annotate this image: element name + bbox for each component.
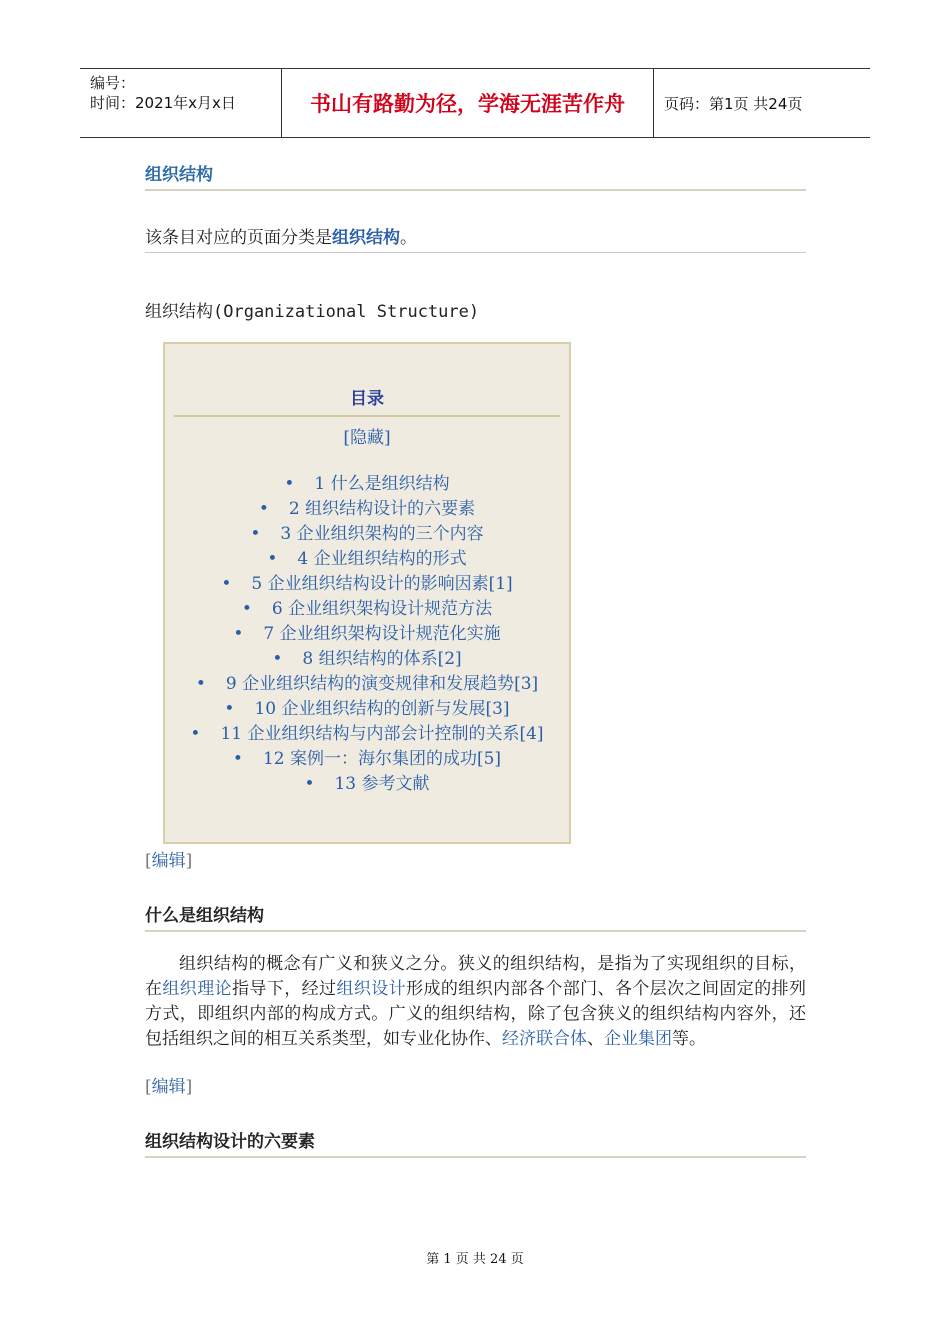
bullet-icon: • xyxy=(224,699,235,719)
toc-item[interactable] xyxy=(165,547,569,572)
bullet-icon: • xyxy=(284,474,295,494)
toc-item-label: 7 企业组织架构设计规范化实施 xyxy=(263,624,501,644)
toc-item[interactable] xyxy=(165,622,569,647)
edit-link[interactable] xyxy=(145,846,806,871)
bullet-icon: • xyxy=(267,549,278,569)
paragraph-text: 、 xyxy=(587,1029,604,1049)
toc-item[interactable] xyxy=(187,722,547,747)
bullet-icon: • xyxy=(195,674,206,694)
link-organization-design[interactable]: 组织设计 xyxy=(336,979,407,999)
bullet-icon: • xyxy=(250,524,261,544)
toc-item-label: 11 企业组织结构与内部会计控制的关系[4] xyxy=(220,724,544,744)
toc-item-label: 12 案例一：海尔集团的成功[5] xyxy=(262,749,502,769)
edit-link[interactable] xyxy=(145,1072,806,1097)
toc-item-label: 13 参考文献 xyxy=(334,774,430,794)
header-meta xyxy=(80,69,282,137)
toc-item-label: 8 组织结构的体系[2] xyxy=(302,649,462,669)
bullet-icon: • xyxy=(258,499,269,519)
toc-item[interactable] xyxy=(165,647,569,672)
bullet-icon: • xyxy=(232,749,243,769)
toc-list xyxy=(165,472,569,797)
bullet-icon: • xyxy=(241,599,252,619)
toc-divider xyxy=(174,415,560,417)
edit-bracket-open: [ xyxy=(145,1077,152,1097)
link-organization-theory[interactable]: 组织理论 xyxy=(162,979,233,999)
toc-item[interactable] xyxy=(165,472,569,497)
edit-label: 编辑 xyxy=(151,1077,186,1097)
toc-item-label: 10 企业组织结构的创新与发展[3] xyxy=(254,699,510,719)
category-heading: 组织结构 xyxy=(145,160,806,191)
edit-bracket-close: ] xyxy=(185,1077,193,1097)
paragraph-text: 组织结构的概念有广义和狭义之分。狭义的组织结构，是指为了实现组织的目标，在 xyxy=(145,954,806,999)
toc-item-label: 6 企业组织架构设计规范方法 xyxy=(271,599,493,619)
bullet-icon: • xyxy=(233,624,244,644)
toc-item-label: 3 企业组织架构的三个内容 xyxy=(280,524,484,544)
link-enterprise-group[interactable]: 企业集团 xyxy=(604,1029,672,1049)
paragraph-text: 等。 xyxy=(672,1029,706,1049)
bullet-icon: • xyxy=(304,774,315,794)
section-paragraph xyxy=(145,952,806,1052)
bullet-icon: • xyxy=(272,649,283,669)
bullet-icon: • xyxy=(221,574,232,594)
paragraph-text: 指导下，经过 xyxy=(232,979,337,999)
page-title-en: (Organizational Structure) xyxy=(213,302,480,322)
header-motto: 书山有路勤为径，学海无涯苦作舟 xyxy=(282,69,654,137)
toc-item[interactable] xyxy=(165,772,569,797)
edit-label: 编辑 xyxy=(151,851,186,871)
document-header xyxy=(80,68,870,138)
category-link[interactable]: 组织结构 xyxy=(332,228,400,248)
time-label: 时间：2021年x月x日 xyxy=(90,94,236,112)
toc-item[interactable] xyxy=(165,697,569,722)
toc-item-label: 2 组织结构设计的六要素 xyxy=(288,499,476,519)
table-of-contents xyxy=(163,342,571,844)
link-economic-union[interactable]: 经济联合体 xyxy=(502,1029,587,1049)
toc-item-label: 5 企业组织结构设计的影响因素[1] xyxy=(251,574,513,594)
page-title-cn: 组织结构 xyxy=(145,302,213,322)
toc-item-label: 4 企业组织结构的形式 xyxy=(297,549,467,569)
category-text-prefix: 该条目对应的页面分类是 xyxy=(145,228,332,248)
bullet-icon: • xyxy=(190,724,201,744)
header-page-info: 页码：第1页 共24页 xyxy=(664,94,803,113)
toc-item-label: 1 什么是组织结构 xyxy=(314,474,450,494)
article-content xyxy=(145,156,806,1158)
toc-title: 目录 xyxy=(350,389,384,409)
page-title xyxy=(145,297,806,322)
category-text-suffix: 。 xyxy=(400,228,417,248)
toc-item[interactable] xyxy=(165,572,569,597)
toc-item[interactable] xyxy=(165,672,569,697)
number-label: 编号： xyxy=(90,74,136,92)
section-heading-what-is: 什么是组织结构 xyxy=(145,901,806,932)
toc-item[interactable] xyxy=(165,522,569,547)
paragraph-text: 形成的组织内部各个部门、各个层次之间固定的排列方式，即组织内部的构成方式。广义的组织结构，除了包含狭义的组织结构内容外，还包括组织之间的相互关系类型，如专业化协作、 xyxy=(145,979,807,1049)
edit-bracket-close: ] xyxy=(185,851,193,871)
toc-item[interactable] xyxy=(165,597,569,622)
page-footer: 第 1 页 共 24 页 xyxy=(426,1252,524,1267)
edit-bracket-open: [ xyxy=(145,851,152,871)
section-heading-six-elements: 组织结构设计的六要素 xyxy=(145,1127,806,1158)
toc-item[interactable] xyxy=(165,497,569,522)
toc-hide-link[interactable]: [隐藏] xyxy=(343,428,391,448)
toc-item[interactable] xyxy=(165,747,569,772)
category-line xyxy=(145,191,806,253)
toc-item-label: 9 企业组织结构的演变规律和发展趋势[3] xyxy=(225,674,539,694)
